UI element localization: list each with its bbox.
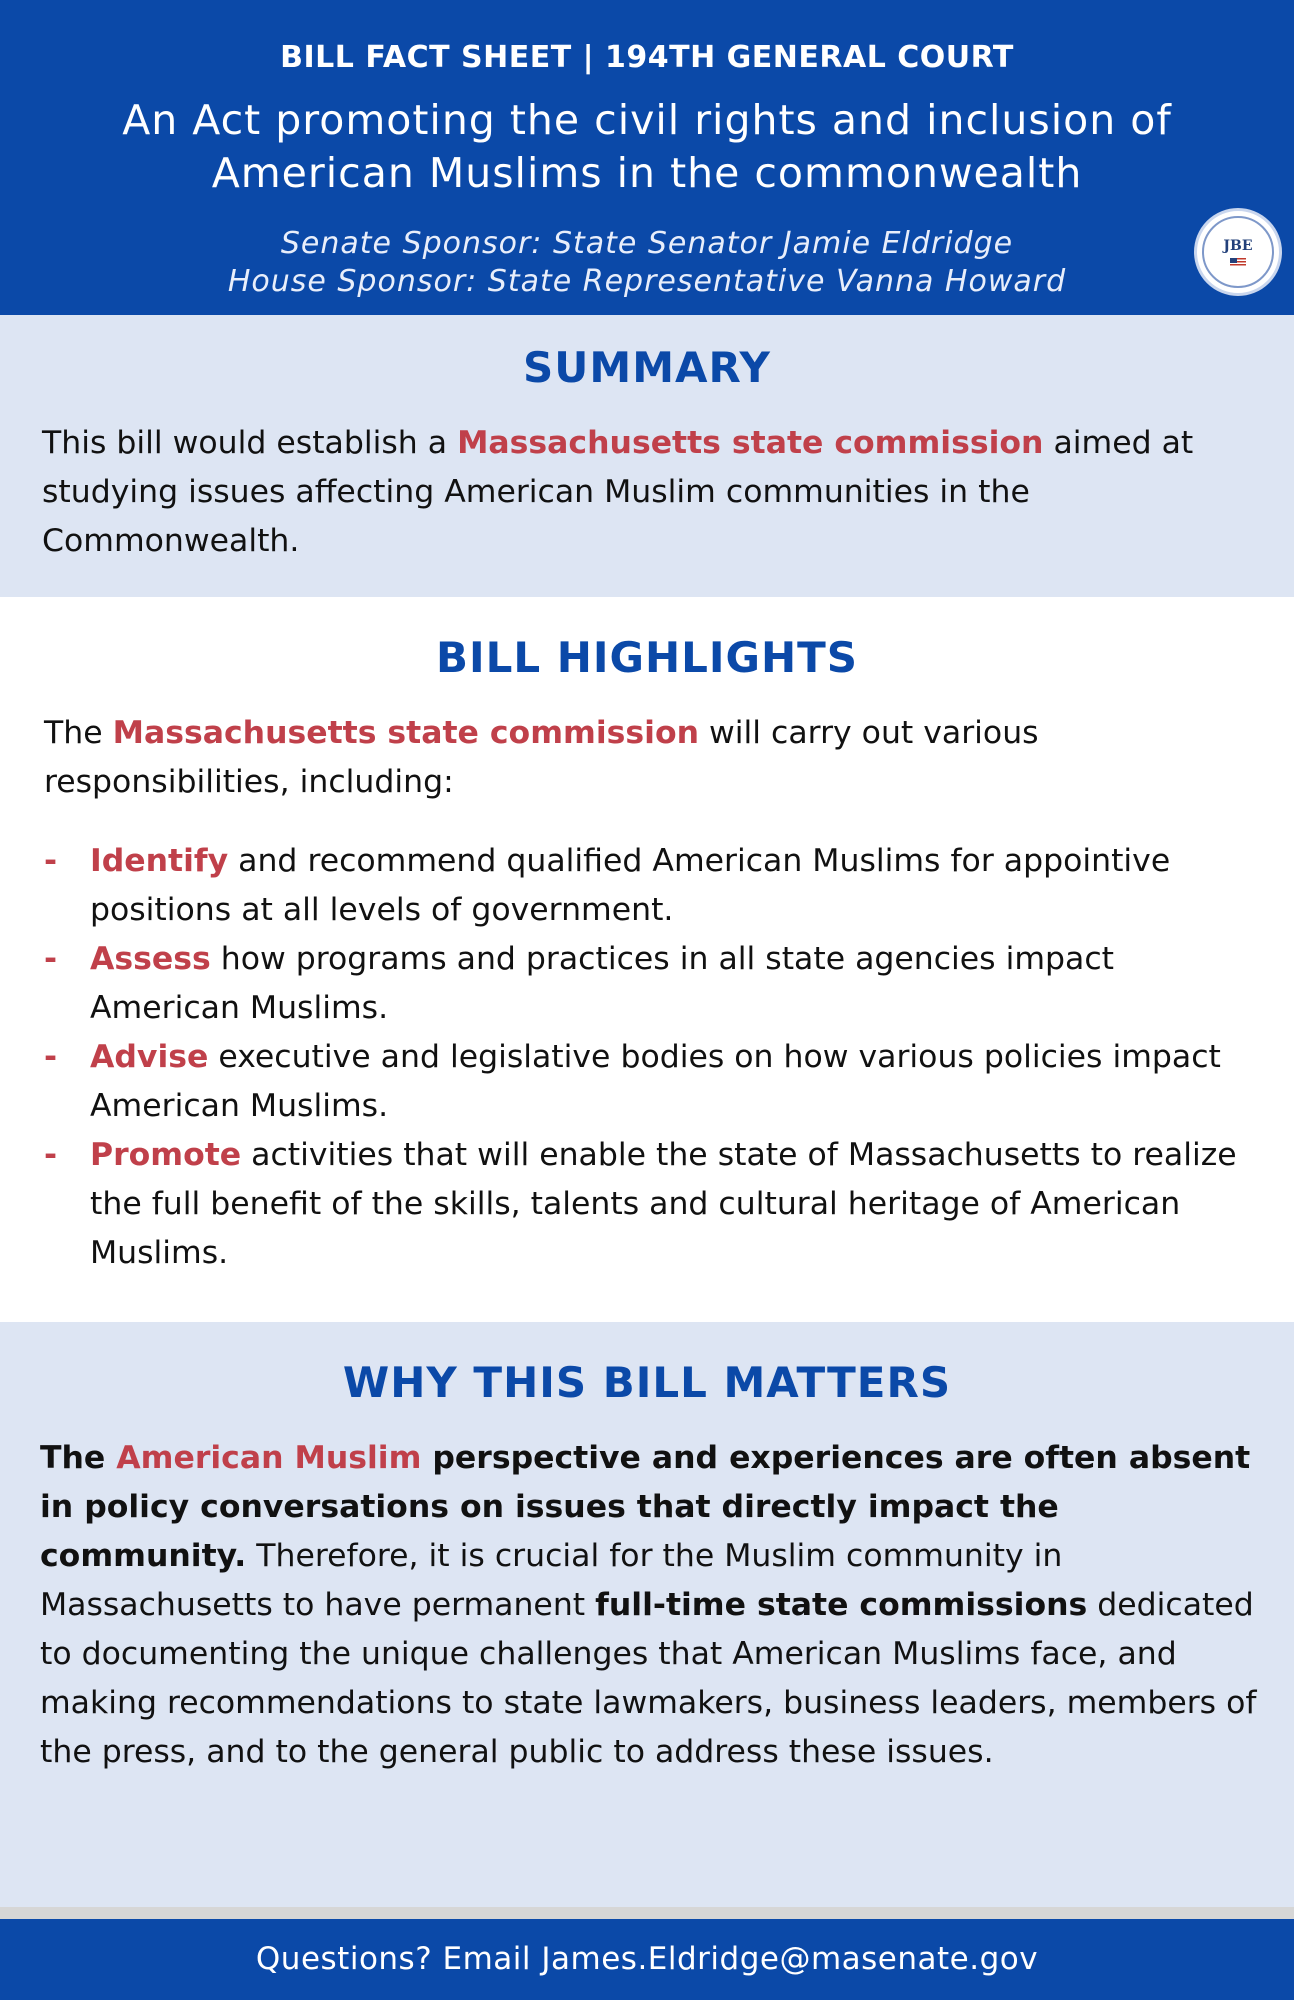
item-text: how programs and practices in all state agencies impact American Muslims. <box>90 941 1115 1026</box>
why-bold-phrase: full-time state commissions <box>595 1587 1088 1623</box>
seal-ring <box>1202 216 1274 288</box>
contact-email-text: Questions? Email James.Eldridge@masenate.gov <box>255 1941 1039 1977</box>
why-bold-before: The <box>40 1440 117 1476</box>
bullet-dash: - <box>44 1039 58 1075</box>
item-text: and recommend qualified American Muslims for appointive positions at all levels of government. <box>90 843 1171 928</box>
why-highlight: American Muslim <box>116 1440 422 1476</box>
why-text <box>40 1434 1264 1777</box>
item-keyword: Assess <box>90 941 211 977</box>
list-item <box>44 837 1264 935</box>
house-sponsor: House Sponsor: State Representative Vanna Howard <box>227 264 1067 299</box>
list-item <box>44 1131 1264 1278</box>
footer-contact <box>0 1919 1294 2000</box>
divider <box>0 1907 1294 1919</box>
fact-sheet-kicker: BILL FACT SHEET | 194TH GENERAL COURT <box>280 40 1014 75</box>
why-section <box>0 1322 1294 1907</box>
list-item <box>44 935 1264 1033</box>
bill-title-line-2: American Muslims in the commonwealth <box>211 149 1083 197</box>
summary-section <box>0 315 1294 597</box>
seal-monogram: JBE <box>1223 237 1253 254</box>
senator-seal-logo <box>1194 208 1282 296</box>
summary-text-before: This bill would establish a <box>42 425 458 461</box>
why-bold-after: perspective and experiences are often absent in policy conversations on issues that directly impact the community. <box>40 1440 1251 1574</box>
item-text: executive and legislative bodies on how various policies impact American Muslims. <box>90 1039 1221 1124</box>
highlights-heading: BILL HIGHLIGHTS <box>435 633 859 682</box>
bullet-dash: - <box>44 843 58 879</box>
item-keyword: Identify <box>90 843 229 879</box>
highlights-intro <box>44 709 1254 807</box>
intro-before: The <box>44 715 113 751</box>
item-text: activities that will enable the state of Massachusetts to realize the full benefit of the skills, talents and cultural heritage of American Muslims. <box>90 1137 1237 1271</box>
summary-heading: SUMMARY <box>523 343 771 392</box>
summary-highlight: Massachusetts state commission <box>457 425 1044 461</box>
why-text-mid: Therefore, it is crucial for the Muslim community in Massachusetts to have permanent <box>40 1538 1063 1623</box>
intro-highlight: Massachusetts state commission <box>112 715 700 751</box>
why-heading: WHY THIS BILL MATTERS <box>342 1358 952 1407</box>
why-text-end: dedicated to documenting the unique challenges that American Muslims face, and making recommendations to state lawmakers, business leaders, members of the press, and to the general public to address these issues. <box>40 1587 1257 1770</box>
bullet-dash: - <box>44 1137 58 1173</box>
item-keyword: Advise <box>90 1039 209 1075</box>
bill-title <box>40 94 1254 200</box>
item-keyword: Promote <box>90 1137 242 1173</box>
flag-icon <box>1230 258 1246 267</box>
highlights-section <box>0 597 1294 1322</box>
summary-text-after: aimed at studying issues affecting American Muslim communities in the Commonwealth. <box>42 425 1194 559</box>
sponsors <box>40 225 1254 301</box>
bill-title-line-1: An Act promoting the civil rights and inclusion of <box>122 96 1172 144</box>
list-item <box>44 1033 1264 1131</box>
senate-sponsor: Senate Sponsor: State Senator Jamie Eldridge <box>280 226 1014 261</box>
summary-text <box>42 419 1254 566</box>
responsibilities-list <box>44 837 1264 1278</box>
header-banner <box>0 0 1294 315</box>
intro-after: will carry out various responsibilities, including: <box>44 715 1039 800</box>
bullet-dash: - <box>44 941 58 977</box>
